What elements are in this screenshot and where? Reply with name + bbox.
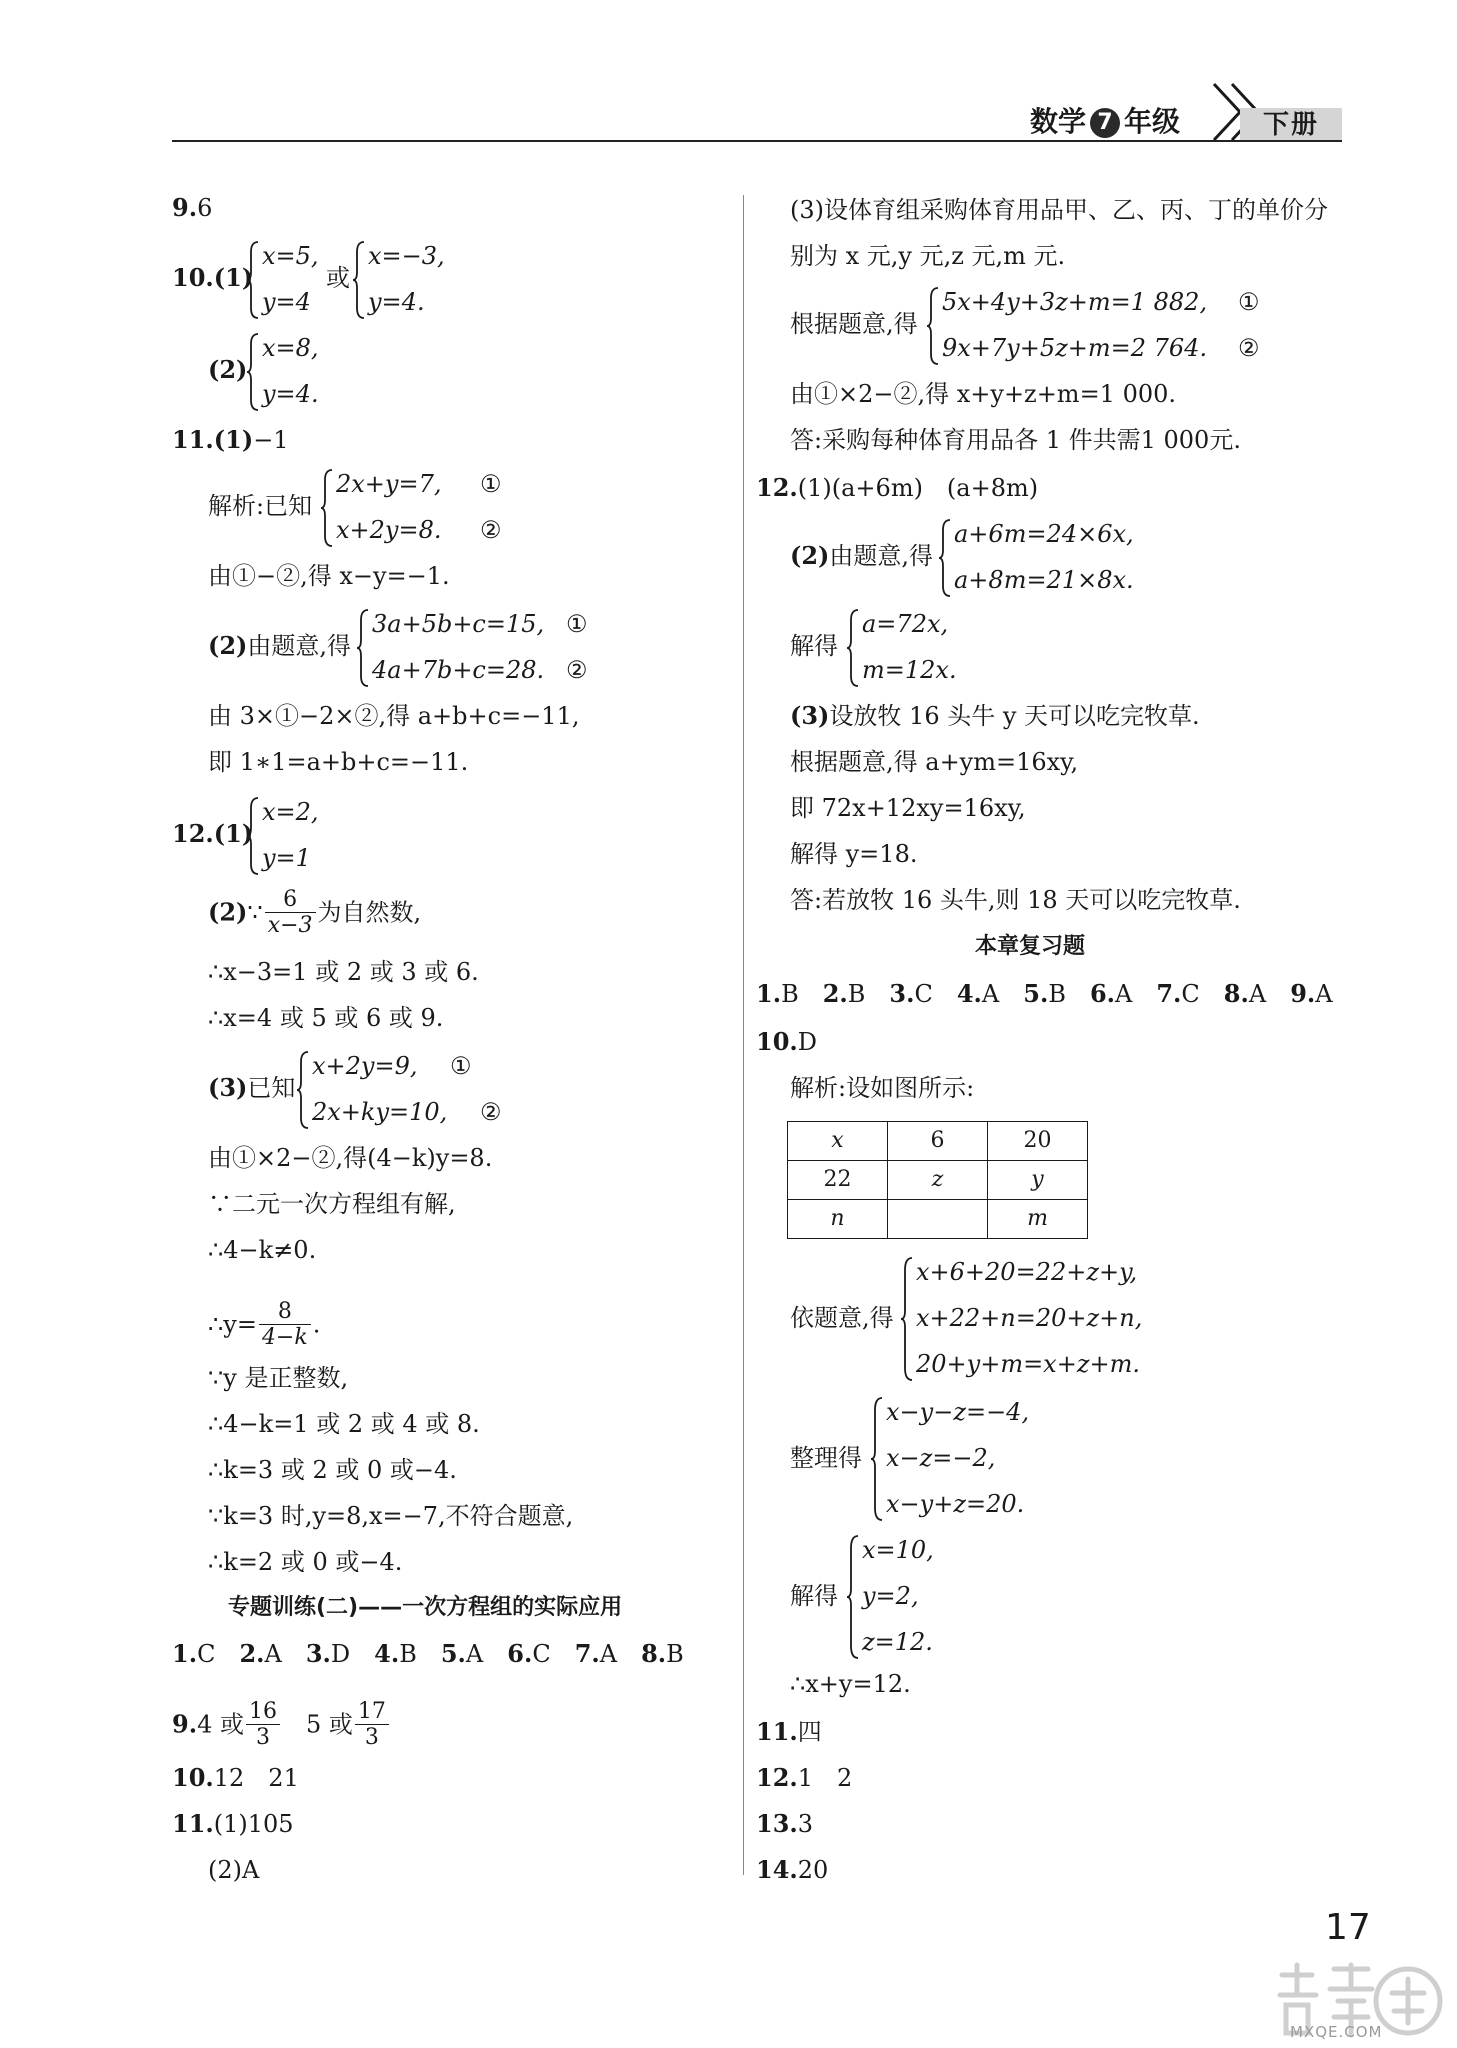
derivation-line: 由①×2−②,得(4−k)y=8. <box>208 1144 493 1172</box>
answer-11-part2-label: (2)由题意,得 <box>208 631 352 660</box>
derivation-line: 即 1∗1=a+b+c=−11. <box>208 748 469 776</box>
answer-r12: 12.1 2 <box>756 1763 853 1792</box>
analysis-label: 解析:设如图所示: <box>790 1074 975 1102</box>
derivation-line: ∴x=4 或 5 或 6 或 9. <box>208 1004 444 1032</box>
answer-10-part2-label: (2) <box>208 355 248 384</box>
derivation-line: 别为 x 元,y 元,z 元,m 元. <box>790 242 1066 270</box>
table-cell: m <box>988 1200 1088 1239</box>
table-row <box>788 1122 1088 1161</box>
derivation-line: ∴k=2 或 0 或−4. <box>208 1548 403 1576</box>
derivation-line: 由 3×①−2×②,得 a+b+c=−11, <box>208 702 580 730</box>
answer-r11: 11.四 <box>756 1717 822 1746</box>
answer-11-part1: 11.(1)−1 <box>172 425 289 454</box>
answer-s10: 10.12 21 <box>172 1763 299 1792</box>
mc-answer-row: 1.C 2.A 3.D 4.B 5.A 6.C 7.A 8.B <box>172 1639 684 1668</box>
or-label: 或 <box>326 264 350 292</box>
table-row <box>788 1200 1088 1239</box>
answer-s9: 9.4 或 $\frac{16}{3}$ 5 或 $\frac{17}{3}$ <box>172 1700 391 1752</box>
page-number: 17 <box>1325 1907 1371 1948</box>
column-divider <box>743 195 744 1875</box>
derivation-line: ∵二元一次方程组有解, <box>208 1190 456 1218</box>
derivation-line: 解得 y=18. <box>790 840 918 868</box>
derivation-line: ∵y 是正整数, <box>208 1364 349 1392</box>
section-title: 专题训练(二)——一次方程组的实际应用 <box>228 1595 623 1620</box>
derivation-line: 答:采购每种体育用品各 1 件共需1 000元. <box>790 426 1241 454</box>
table-row <box>788 1161 1088 1200</box>
table-cell: x <box>788 1122 888 1161</box>
derivation-line: ∴x−3=1 或 2 或 3 或 6. <box>208 958 479 986</box>
header-rule <box>172 140 1342 142</box>
derivation-line: 答:若放牧 16 头牛,则 18 天可以吃完牧草. <box>790 886 1241 914</box>
derivation-line-fraction: ∴y= $\frac{8}{4-k}$ . <box>208 1299 321 1351</box>
answer-10-label: 10.(1) <box>172 263 254 292</box>
table-cell: 6 <box>888 1122 988 1161</box>
answer-12-part3-label: (3)已知 <box>208 1073 296 1102</box>
answer-s11-part2: (2)A <box>208 1856 260 1884</box>
answer-r14: 14.20 <box>756 1855 829 1884</box>
derivation-line: 根据题意,得 a+ym=16xy, <box>790 748 1079 776</box>
analysis-label: 解析:已知 <box>208 492 313 520</box>
subject-label: 数学 <box>1030 105 1087 138</box>
solve-label: 解得 <box>790 1582 838 1610</box>
grade-label: 年级 <box>1124 105 1181 138</box>
derivation-line: (3)设体育组采购体育用品甲、乙、丙、丁的单价分 <box>790 196 1328 224</box>
derivation-line: (3)设放牧 16 头牛 y 天可以吃完牧草. <box>790 701 1200 730</box>
derivation-line: 由①−②,得 x−y=−1. <box>208 562 450 590</box>
derivation-line: ∴k=3 或 2 或 0 或−4. <box>208 1456 457 1484</box>
table-cell <box>888 1200 988 1239</box>
answer-s12-part1: 12.(1)(a+6m) (a+8m) <box>756 473 1039 502</box>
grade-number-badge: 7 <box>1090 108 1120 138</box>
mc-answer-row: 1.B 2.B 3.C 4.A 5.B 6.A 7.C 8.A 9.A <box>756 979 1333 1008</box>
answer-9: 9.6 <box>172 193 213 222</box>
answer-r10: 10.D <box>756 1027 818 1056</box>
derivation-label: 依题意,得 <box>790 1304 894 1332</box>
header-title <box>1030 105 1181 138</box>
derivation-line: ∴4−k=1 或 2 或 4 或 8. <box>208 1410 480 1438</box>
answer-12-label: 12.(1) <box>172 819 254 848</box>
table-cell: 20 <box>988 1122 1088 1161</box>
answer-s11: 11.(1)105 <box>172 1809 294 1838</box>
table-cell: y <box>988 1161 1088 1200</box>
solve-label: 解得 <box>790 632 838 660</box>
grid-table <box>787 1121 1088 1239</box>
answer-12-part2: (2)∵ $\frac{6}{x-3}$ 为自然数, <box>208 887 422 939</box>
answer-s12-part2-label: (2)由题意,得 <box>790 541 934 570</box>
section-title: 本章复习题 <box>975 934 1086 959</box>
table-cell: n <box>788 1200 888 1239</box>
derivation-line: 即 72x+12xy=16xy, <box>790 794 1026 822</box>
derivation-label: 整理得 <box>790 1444 862 1472</box>
answer-r13: 13.3 <box>756 1809 814 1838</box>
table-cell: 22 <box>788 1161 888 1200</box>
derivation-line: ∴4−k≠0. <box>208 1236 317 1264</box>
derivation-line: ∵k=3 时,y=8,x=−7,不符合题意, <box>208 1502 574 1530</box>
derivation-line: 由①×2−②,得 x+y+z+m=1 000. <box>790 380 1177 408</box>
derivation-line: ∴x+y=12. <box>790 1670 911 1698</box>
derivation-label: 根据题意,得 <box>790 310 918 338</box>
volume-badge: 下册 <box>1240 108 1342 142</box>
table-cell: z <box>888 1161 988 1200</box>
watermark-url: MXQE.COM <box>1290 2023 1383 2041</box>
